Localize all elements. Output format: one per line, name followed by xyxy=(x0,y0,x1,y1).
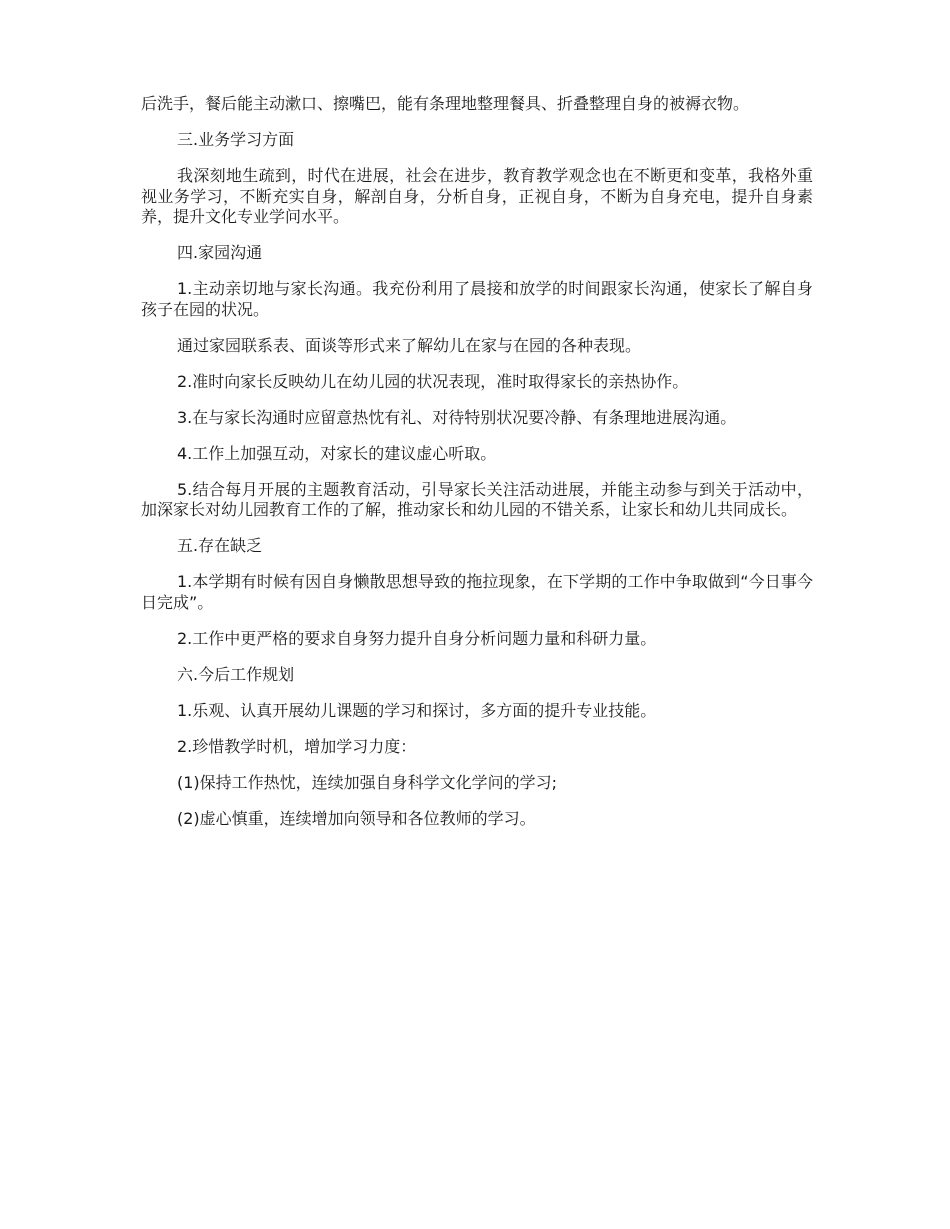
section-heading-study: 三.业务学习方面 xyxy=(177,130,295,149)
section-heading-shortcomings: 五.存在缺乏 xyxy=(177,536,263,555)
list-item: 1.乐观、认真开展幼儿课题的学习和探讨，多方面的提升专业技能。 xyxy=(177,700,657,720)
paragraph-continuation: 后洗手，餐后能主动漱口、擦嘴巴，能有条理地整理餐具、折叠整理自身的被褥衣物。 xyxy=(141,94,750,113)
list-item: 3.在与家长沟通时应留意热忱有礼、对待特别状况要冷静、有条理地进展沟通。 xyxy=(177,407,737,427)
paragraph-study: 我深刻地生疏到，时代在进展，社会在进步，教育教学观念也在不断更和变革，我格外重视业务学习，不断充实自身，解剖自身，分析自身，正视自身，不断为自身充电，提升自身素养，提升文化专业学问水平。 xyxy=(141,166,813,226)
sub-list-item: (1)保持工作热忱，连续加强自身科学文化学问的学习; xyxy=(177,772,558,792)
sub-list-item: (2)虚心慎重，连续增加向领导和各位教师的学习。 xyxy=(177,808,536,828)
list-item: 2.珍惜教学时机，增加学习力度： xyxy=(177,736,417,756)
list-item: 4.工作上加强互动，对家长的建议虚心听取。 xyxy=(177,443,497,463)
section-heading-plan: 六.今后工作规划 xyxy=(177,664,295,684)
paragraph: 通过家园联系表、面谈等形式来了解幼儿在家与在园的各种表现。 xyxy=(177,335,642,355)
list-item: 1.主动亲切地与家长沟通。我充份利用了晨接和放学的时间跟家长沟通，使家长了解自身孩子在园的状况。 xyxy=(141,279,813,319)
list-item: 5.结合每月开展的主题教育活动，引导家长关注活动进展，并能主动参与到关于活动中，加深家长对幼儿园教育工作的了解，推动家长和幼儿园的不错关系，让家长和幼儿共同成长。 xyxy=(141,479,813,519)
list-item: 2.工作中更严格的要求自身努力提升自身分析问题力量和科研力量。 xyxy=(177,628,657,648)
list-item: 1.本学期有时候有因自身懒散思想导致的拖拉现象，在下学期的工作中争取做到“今日事今日完成”。 xyxy=(141,572,813,612)
section-heading-communication: 四.家园沟通 xyxy=(177,243,263,262)
document-body xyxy=(141,94,813,845)
list-item: 2.准时向家长反映幼儿在幼儿园的状况表现，准时取得家长的亲热协作。 xyxy=(177,371,689,391)
